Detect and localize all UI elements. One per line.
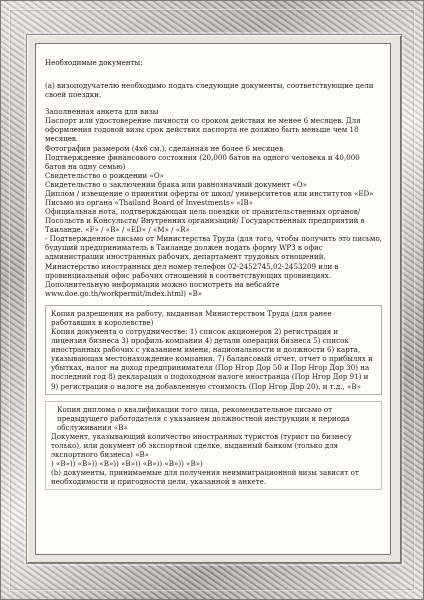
required-documents-heading: Необходимые документы:	[45, 58, 143, 67]
business-documents-box	[45, 401, 382, 491]
list-item-labour-ministry-letter: - Подтвержденное письмо от Министерства Труда (для того, чтобы получить это письмо, будущий предприниматель в Таиланде должен подать форму WP3 в офис администрации иностранных рабочих, департамент трудовых отношений, Министерство иностранных дел номер телефон 02-2452745,02-2453209 или в провинциальный офис рабочих отношений в соответствующих провинциях. Дополнительную информации можно посмотреть на вебсайте www.doe.go.th/workpermit/index.html) «B»	[45, 234, 382, 298]
work-permit-documents-box	[45, 305, 382, 395]
document-page	[35, 43, 391, 555]
list-item-diploma: Диплом / извещение о принятии оферты от школ/ университетов или институтов «ED»	[45, 188, 374, 198]
list-item-marriage-certificate: Свидетельство о заключении брака или равнозначный документ «O»	[45, 179, 307, 189]
spacer	[45, 99, 382, 107]
list-item-work-permit-copy: Копия разрешения на работу, выданная Министерством Труда (для ранее работавших в королевстве)	[51, 308, 332, 327]
list-item-birth-certificate: Свидетельство о рождении «O»	[45, 170, 164, 180]
spacer	[45, 67, 382, 81]
list-item-financial-proof: Подтверждение финансового состояния (20,000 батов на одного человека и 40,000 батов на одну семью)	[45, 152, 360, 171]
intro-paragraph: (a) визоподучателю необходимо подать следующие документы, соответствующие цели своей поездки.	[45, 81, 374, 100]
list-item-application-form: Заполненная анкета для визы	[45, 107, 159, 117]
list-item-repeated-markers: ) «B»)) «B»)) «B»)) «B»)) «B»)) «B»)) «B»)	[51, 459, 203, 469]
spacer	[45, 298, 382, 305]
list-item-company-documents: Копия документа о сотрудничестве: 1) список акционеров 2) регистрация и лицензия бизнеса 3) профиль компании 4) детали операции бизнеса 5) список иностранных рабочих с указанием имени, национальности и должности 6) карта, указывающая местонахождение компании. 7) балансовый отчет, отчет о прибылях и убытках, налог на доход предпринимателя (Пор Нгор Дор 50 и Пор Нгор Дор 30) на последний год 8) декларация о подоходном налоге иностранца (Пор Нгор Дор 91) и 9) регистрация о налоге на добавленную стоимость (Пор Нгор Дор 20), и т.д., «B»	[51, 327, 373, 391]
list-item-official-note: Официальная нота, подтверждающая цель поездки от правительственных органов/Посольств и Консульств/ Внутренних организаций/ Государственных предприятий в Таиланде. «F» / «B» / «ED» / «M» / «R»	[45, 207, 365, 235]
list-item-section-b: (b) документы, принимаемые для получения неиммиграционной визы зависят от необходимости и пригодности цели, указанной в анкете.	[51, 468, 359, 487]
list-item-qualification-diploma: Копия диплома о квалификации того лица, рекомендательное письмо от предыдущего работодателя с указанием должностной инструкции и периода обслуживания «B»	[57, 404, 350, 432]
list-item-passport: Паспорт или удостоверение личности со сроком действия не менее 6 месяцев. Для оформления годовой визы срок действия паспорта не должно быть меньше чем 18 месяцев.	[45, 116, 361, 144]
list-item-photo: Фотография размером (4x6 см.), сделанная не более 6 месяцев	[45, 143, 284, 153]
list-item-boi-letter: Письмо из органа «Thailand Board of Investments» «IB»	[45, 198, 254, 208]
list-item-tourist-export-document: Документ, указывающий количество иностранных туристов (турист по бизнесу только), или документ об экспортной сделке, выданный банком (только для экспортного бизнеса) «B»	[51, 431, 352, 459]
